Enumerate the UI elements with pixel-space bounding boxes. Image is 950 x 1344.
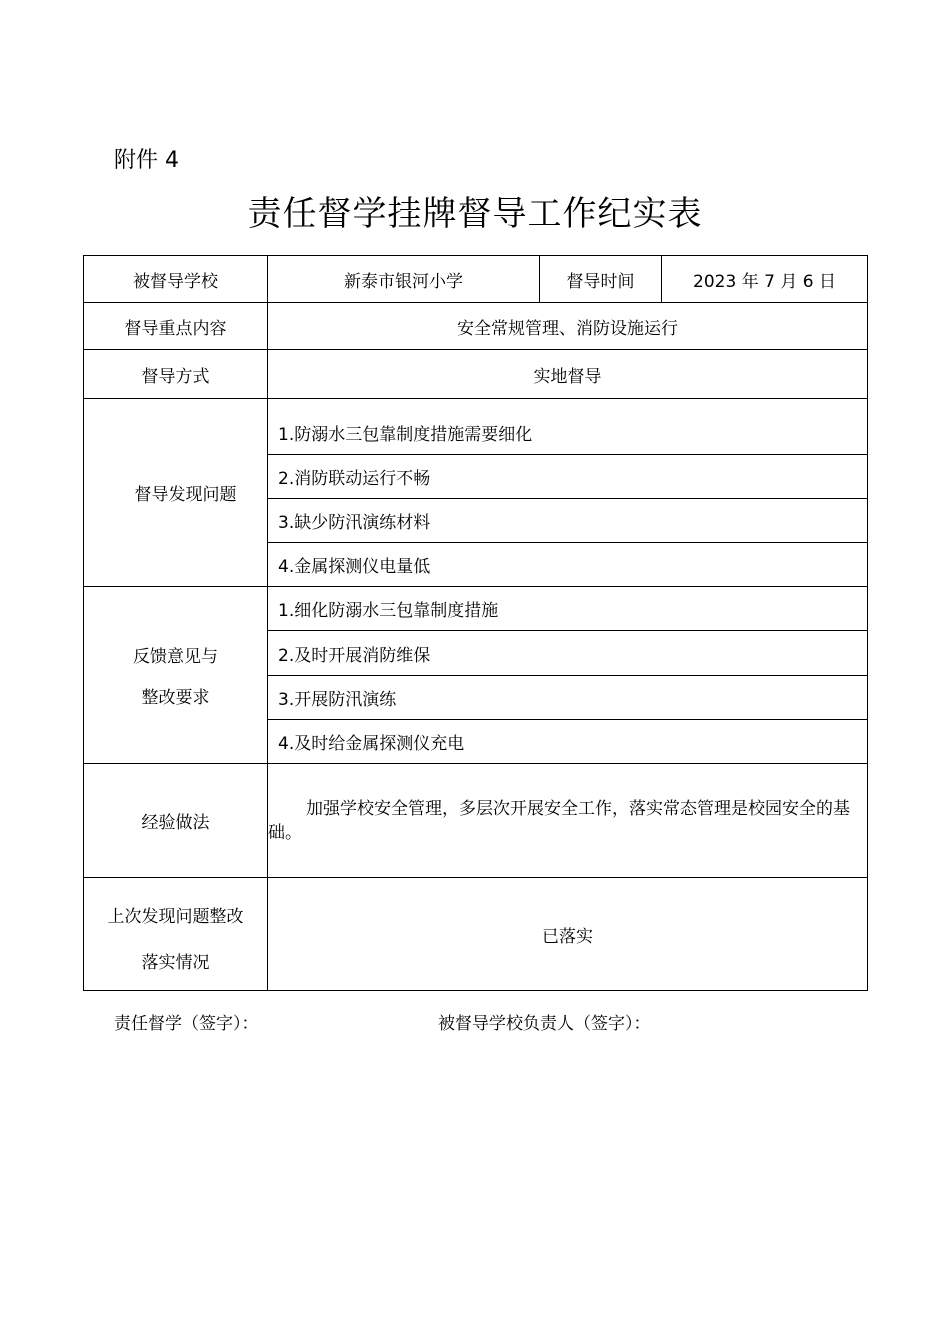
issues-label: 督导发现问题 [84, 399, 268, 587]
supervisor-signature: 责任督学（签字）： [114, 1014, 259, 1034]
feedback-label-line2: 整改要求 [141, 688, 210, 708]
issue-item: 3.缺少防汛演练材料 [268, 499, 868, 543]
feedback-item: 1.细化防溺水三包靠制度措施 [268, 587, 868, 631]
focus-value: 安全常规管理、消防设施运行 [268, 303, 868, 350]
attachment-label: 附件 4 [114, 148, 179, 173]
school-label: 被督导学校 [84, 256, 268, 303]
last-label-line2: 落实情况 [141, 953, 210, 973]
feedback-item: 3.开展防汛演练 [268, 676, 868, 720]
feedback-label-line1: 反馈意见与 [133, 647, 218, 667]
principal-signature: 被督导学校负责人（签字）： [438, 1014, 651, 1034]
school-value: 新泰市银河小学 [268, 256, 540, 303]
last-rectification-value: 已落实 [268, 878, 868, 991]
issue-item: 1.防溺水三包靠制度措施需要细化 [268, 399, 868, 455]
page-title: 责任督学挂牌督导工作纪实表 [247, 194, 703, 234]
focus-label: 督导重点内容 [84, 303, 268, 350]
last-label-line1: 上次发现问题整改 [107, 907, 244, 927]
time-value: 2023 年 7 月 6 日 [662, 256, 868, 303]
supervision-record-table [83, 255, 868, 991]
method-value: 实地督导 [268, 350, 868, 399]
experience-label: 经验做法 [84, 764, 268, 878]
time-label: 督导时间 [540, 256, 662, 303]
feedback-item: 2.及时开展消防维保 [268, 631, 868, 676]
method-label: 督导方式 [84, 350, 268, 399]
feedback-label [84, 587, 268, 764]
experience-value: 加强学校安全管理，多层次开展安全工作，落实常态管理是校园安全的基础。 [268, 799, 850, 843]
last-rectification-label [84, 878, 268, 991]
experience-cell [268, 764, 868, 878]
issue-item: 2.消防联动运行不畅 [268, 455, 868, 499]
feedback-item: 4.及时给金属探测仪充电 [268, 720, 868, 764]
issue-item: 4.金属探测仪电量低 [268, 543, 868, 587]
